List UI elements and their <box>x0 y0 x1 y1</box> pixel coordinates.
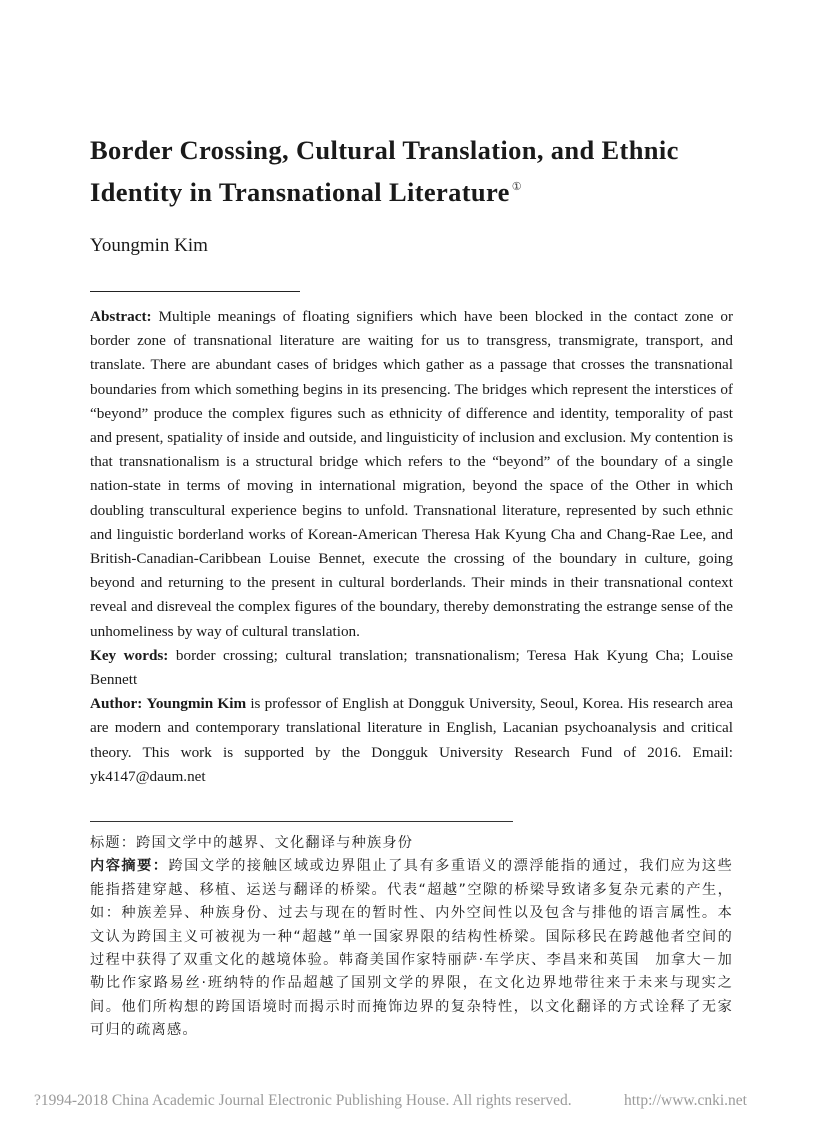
article-title <box>90 132 750 211</box>
chinese-section-divider <box>90 821 513 822</box>
section-divider <box>90 291 300 292</box>
copyright-text: ?1994-2018 China Academic Journal Electronic Publishing House. All rights reserved. <box>34 1092 572 1109</box>
author-info-text: is professor of English at Dongguk University, Seoul, Korea. His research area are modern and contemporary translational literature in English, Lacanian psychoanalysis and critical theory. This work is supported by the Dongguk University Research Fund of 2016. Email: yk4147@daum.net <box>90 695 734 785</box>
author-info-paragraph <box>90 692 733 789</box>
author-info-label: Author: <box>90 695 143 713</box>
chinese-title-paragraph <box>90 832 733 855</box>
chinese-title-label: 标题： <box>90 835 137 851</box>
chinese-title-text: 跨国文学中的越界、文化翻译与种族身份 <box>136 835 414 851</box>
chinese-abstract-text: 跨国文学的接触区域或边界阻止了具有多重语义的漂浮能指的通过，我们应为这些能指搭建穿越、移植、运送与翻译的桥梁。代表“超越”空隙的桥梁导致诸多复杂元素的产生，如：种族差异、种族身份、过去与现在的暂时性、内外空间性以及包含与排他的语言属性。本文认为跨国主义可被视为一种“超越”单一国家界限的结构性桥梁。国际移民在跨越他者空间的过程中获得了双重文化的越境体验。韩裔美国作家特丽萨·车学庆、李昌来和英国 加拿大－加勒比作家路易丝·班纳特的作品超越了国别文学的界限，在文化边界地带往来于未来与现实之间。他们所构想的跨国语境时而揭示时而掩饰边界的复杂特性，以文化翻译的方式诠释了无家可归的疏离感。 <box>90 858 733 1039</box>
abstract-text: Multiple meanings of floating signifiers which have been blocked in the contact zone or border zone of transnational literature are waiting for us to transgress, transmigrate, transport, and translate. There are abundant cases of bridges which gather as a passage that crosses the transnational boundaries from which something begins in its presencing. The bridges which represent the interstices of “beyond” produce the complex figures such as ethnicity of difference and identity, temporality of past and present, spatiality of inside and outside, and linguisticity of inclusion and exclusion. My contention is that transnationalism is a structural bridge which refers to the “beyond” of the boundary of a single nation-state in terms of moving in international migration, beyond the space of the Other in which doubling transcultural experience begins to unfold. Transnational literature, represented by such ethnic and linguistic borderland works of Korean-American Theresa Hak Kyung Cha and Chang-Rae Lee, and British-Canadian-Caribbean Louise Bennet, execute the crossing of the boundary in culture, going beyond and returning to the present in cultural borderlands. Their minds in their transnational context reveal and disreveal the complex figures of the boundary, thereby demonstrating the estrange sense of the unhomeliness by way of cultural translation. <box>90 308 734 640</box>
author-name: Youngmin Kim <box>90 235 208 256</box>
english-front-matter <box>90 305 733 789</box>
article-title-text: Border Crossing, Cultural Translation, and Ethnic Identity in Transnational Literature <box>90 135 679 207</box>
footer-url-link[interactable]: http://www.cnki.net <box>624 1092 747 1109</box>
copyright-footer <box>34 1092 794 1110</box>
chinese-abstract-paragraph <box>90 855 733 1042</box>
abstract-paragraph <box>90 305 733 644</box>
chinese-abstract-label: 内容摘要： <box>90 858 169 875</box>
keywords-label: Key words: <box>90 646 169 664</box>
keywords-text: border crossing; cultural translation; transnationalism; Teresa Hak Kyung Cha; Louise Bennett <box>90 646 733 689</box>
author-info-name: Youngmin Kim <box>146 695 247 713</box>
abstract-label: Abstract: <box>90 308 152 325</box>
footnote-marker[interactable]: ① <box>511 181 522 193</box>
keywords-paragraph <box>90 644 733 692</box>
chinese-front-matter <box>90 832 733 1043</box>
